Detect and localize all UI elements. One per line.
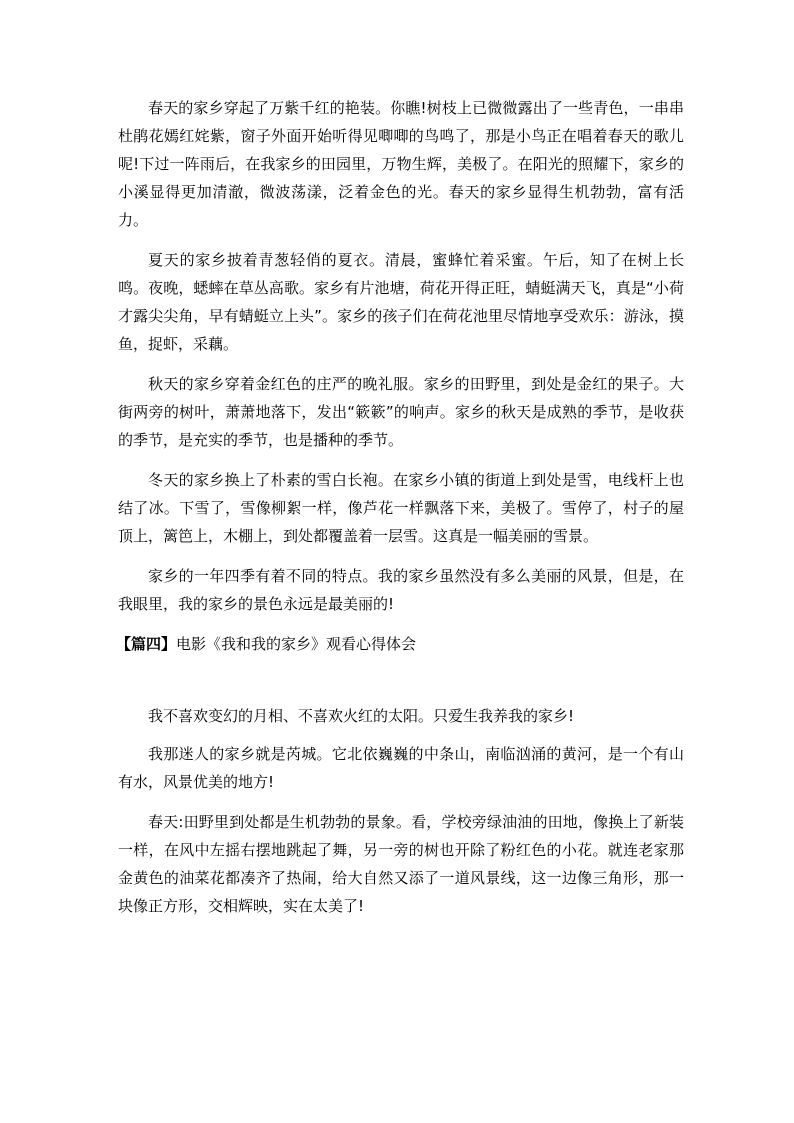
- paragraph-autumn: 秋天的家乡穿着金红色的庄严的晚礼服。家乡的田野里，到处是金红的果子。大街两旁的树叶，萧萧地落下，发出“簌簌”的响声。家乡的秋天是成熟的季节，是收获的季节，是充实的季节，也是播种的季节。: [118, 375, 684, 449]
- paragraph-winter: 冬天的家乡换上了朴素的雪白长袍。在家乡小镇的街道上到处是雪，电线杆上也结了冰。下雪了，雪像柳絮一样，像芦花一样飘落下来，美极了。雪停了，村子的屋顶上，篱笆上，木棚上，到处都覆盖着一层雪。这真是一幅美丽的雪景。: [118, 471, 684, 545]
- section-tag: 【篇四】: [116, 635, 177, 653]
- paragraph-summer: 夏天的家乡披着青葱轻俏的夏衣。清晨，蜜蜂忙着采蜜。午后，知了在树上长鸣。夜晚，蟋蟀在草丛高歌。家乡有片池塘，荷花开得正旺，蜻蜓满天飞，真是“小荷才露尖尖角，早有蜻蜓立上头”。家乡的孩子们在荷花池里尽情地享受欢乐：游泳，摸鱼，捉虾，采藕。: [118, 251, 684, 353]
- paragraph-intro: 我不喜欢变幻的月相、不喜欢火红的太阳。只爱生我养我的家乡!: [148, 707, 575, 725]
- section-title: 电影《我和我的家乡》观看心得体会: [176, 635, 417, 653]
- paragraph-spring-fields: 春天:田野里到处都是生机勃勃的景象。看，学校旁绿油油的田地，像换上了新装一样，在风中左摇右摆地跳起了舞，另一旁的树也开除了粉红色的小花。就连老家那金黄色的油菜花都凑齐了热闹，给大自然又添了一道风景线，这一边像三角形，那一块像正方形，交相辉映，实在太美了!: [118, 813, 684, 915]
- document-body: [118, 94, 684, 932]
- section-spacer: [118, 658, 684, 702]
- paragraph-spring: 春天的家乡穿起了万紫千红的艳装。你瞧!树枝上已微微露出了一些青色，一串串杜鹃花嫣红姹紫，窗子外面开始听得见唧唧的鸟鸣了，那是小鸟正在唱着春天的歌儿呢!下过一阵雨后，在我家乡的田园里，万物生辉，美极了。在阳光的照耀下，家乡的小溪显得更加清澈，微波荡漾，泛着金色的光。春天的家乡显得生机勃勃，富有活力。: [118, 99, 684, 229]
- paragraph-hometown: 我那迷人的家乡就是芮城。它北依巍巍的中条山，南临汹涌的黄河，是一个有山有水，风景优美的地方!: [118, 745, 684, 791]
- paragraph-conclusion: 家乡的一年四季有着不同的特点。我的家乡虽然没有多么美丽的风景，但是，在我眼里，我的家乡的景色永远是最美丽的!: [118, 567, 684, 613]
- section-heading: [116, 630, 684, 658]
